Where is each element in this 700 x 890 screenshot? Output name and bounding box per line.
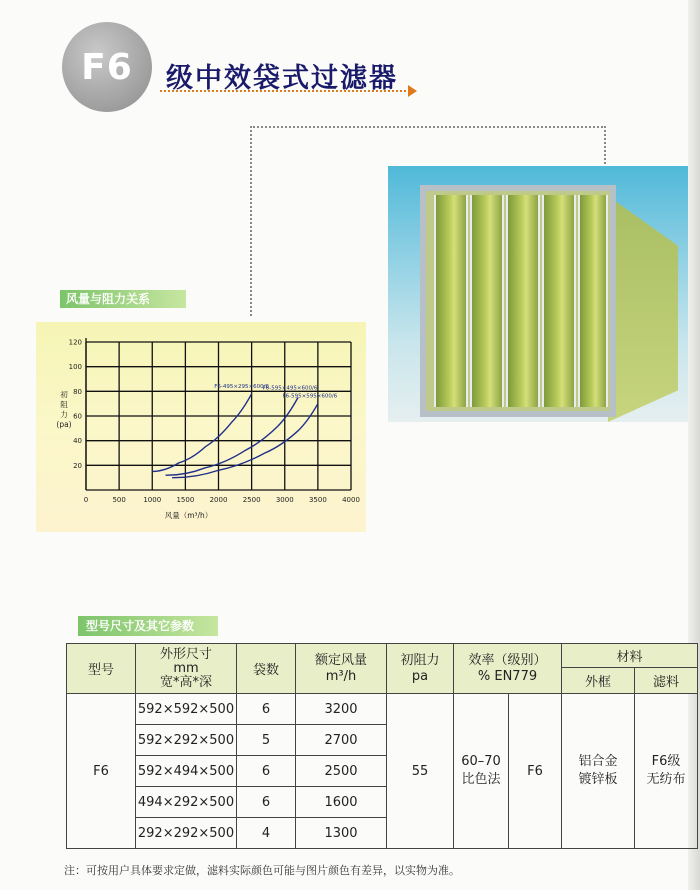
bag-filter-illustration bbox=[420, 185, 616, 417]
cell-resistance: 55 bbox=[387, 694, 454, 849]
filter-bag bbox=[506, 195, 540, 407]
airflow-resistance-chart bbox=[36, 322, 366, 532]
x-tick-label: 0 bbox=[83, 496, 89, 504]
cell-efficiency: 60–70 比色法 bbox=[454, 694, 509, 849]
x-tick-label: 3500 bbox=[308, 496, 327, 504]
cell-bags: 6 bbox=[237, 756, 296, 787]
y-axis-label: 阻 bbox=[60, 400, 68, 409]
cell-bags: 6 bbox=[237, 694, 296, 725]
cell-airflow: 1300 bbox=[296, 818, 387, 849]
spec-table bbox=[66, 643, 698, 849]
series-label: F6-495×295×600/6 bbox=[214, 383, 269, 390]
header-model: 型号 bbox=[67, 644, 136, 694]
header-efficiency: 效率（级别） % EN779 bbox=[454, 644, 562, 694]
cell-frame: 铝合金 镀锌板 bbox=[562, 694, 635, 849]
header-bags: 袋数 bbox=[237, 644, 296, 694]
y-tick-label: 40 bbox=[73, 437, 82, 446]
y-tick-label: 60 bbox=[73, 412, 82, 421]
cell-bags: 6 bbox=[237, 787, 296, 818]
y-tick-label: 80 bbox=[73, 387, 82, 396]
series-line bbox=[152, 394, 251, 472]
series-label: F6-595×495×600/6 bbox=[262, 385, 318, 392]
header-size: 外形尺寸 mm 宽*高*深 bbox=[136, 644, 237, 694]
cell-media: F6级 无纺布 bbox=[635, 694, 698, 849]
x-tick-label: 1500 bbox=[176, 496, 195, 504]
cell-grade: F6 bbox=[509, 694, 562, 849]
y-axis-label: 力 bbox=[60, 410, 68, 419]
header-frame: 外框 bbox=[562, 668, 635, 694]
cell-size: 592×494×500 bbox=[136, 756, 237, 787]
cell-size: 592×292×500 bbox=[136, 725, 237, 756]
y-tick-label: 100 bbox=[68, 363, 82, 372]
x-tick-label: 1000 bbox=[143, 496, 162, 504]
connector-line bbox=[250, 126, 606, 128]
y-axis-label: (pa) bbox=[56, 420, 72, 429]
badge-label: F6 bbox=[81, 46, 133, 88]
filter-bag bbox=[470, 195, 504, 407]
x-axis-label: 风量（m³/h） bbox=[164, 511, 213, 520]
cell-bags: 5 bbox=[237, 725, 296, 756]
header-material: 材料 bbox=[562, 644, 698, 668]
connector-line-right bbox=[604, 126, 606, 164]
cell-model: F6 bbox=[67, 694, 136, 849]
cell-bags: 4 bbox=[237, 818, 296, 849]
cell-airflow: 2700 bbox=[296, 725, 387, 756]
cell-airflow: 1600 bbox=[296, 787, 387, 818]
cell-size: 494×292×500 bbox=[136, 787, 237, 818]
x-tick-label: 2500 bbox=[242, 496, 261, 504]
y-axis-label: 初 bbox=[60, 390, 68, 399]
table-section-tag: 型号尺寸及其它参数 bbox=[78, 616, 218, 636]
series-label: F6-595×595×600/6 bbox=[282, 393, 338, 400]
header-resistance: 初阻力 pa bbox=[387, 644, 454, 694]
cell-size: 292×292×500 bbox=[136, 818, 237, 849]
filter-bag bbox=[434, 195, 468, 407]
header-airflow: 额定风量 m³/h bbox=[296, 644, 387, 694]
header-media: 滤料 bbox=[635, 668, 698, 694]
title-dotted-line bbox=[160, 90, 410, 92]
cell-size: 592×592×500 bbox=[136, 694, 237, 725]
x-tick-label: 3000 bbox=[275, 496, 294, 504]
page-title: 级中效袋式过滤器 bbox=[166, 63, 398, 94]
x-tick-label: 2000 bbox=[209, 496, 228, 504]
y-tick-label: 120 bbox=[68, 338, 82, 347]
connector-line-left bbox=[250, 126, 252, 316]
chart-section-tag: 风量与阻力关系 bbox=[60, 290, 186, 308]
x-tick-label: 4000 bbox=[342, 496, 360, 504]
model-badge bbox=[62, 22, 152, 112]
filter-bag bbox=[542, 195, 576, 407]
y-tick-label: 20 bbox=[73, 461, 82, 470]
filter-bag bbox=[578, 195, 608, 407]
table-row bbox=[67, 694, 698, 725]
footnote: 注：可按用户具体要求定做，滤料实际颜色可能与图片颜色有差异，以实物为准。 bbox=[64, 864, 460, 877]
x-tick-label: 500 bbox=[112, 496, 126, 504]
arrow-icon bbox=[408, 85, 417, 97]
cell-airflow: 3200 bbox=[296, 694, 387, 725]
cell-airflow: 2500 bbox=[296, 756, 387, 787]
